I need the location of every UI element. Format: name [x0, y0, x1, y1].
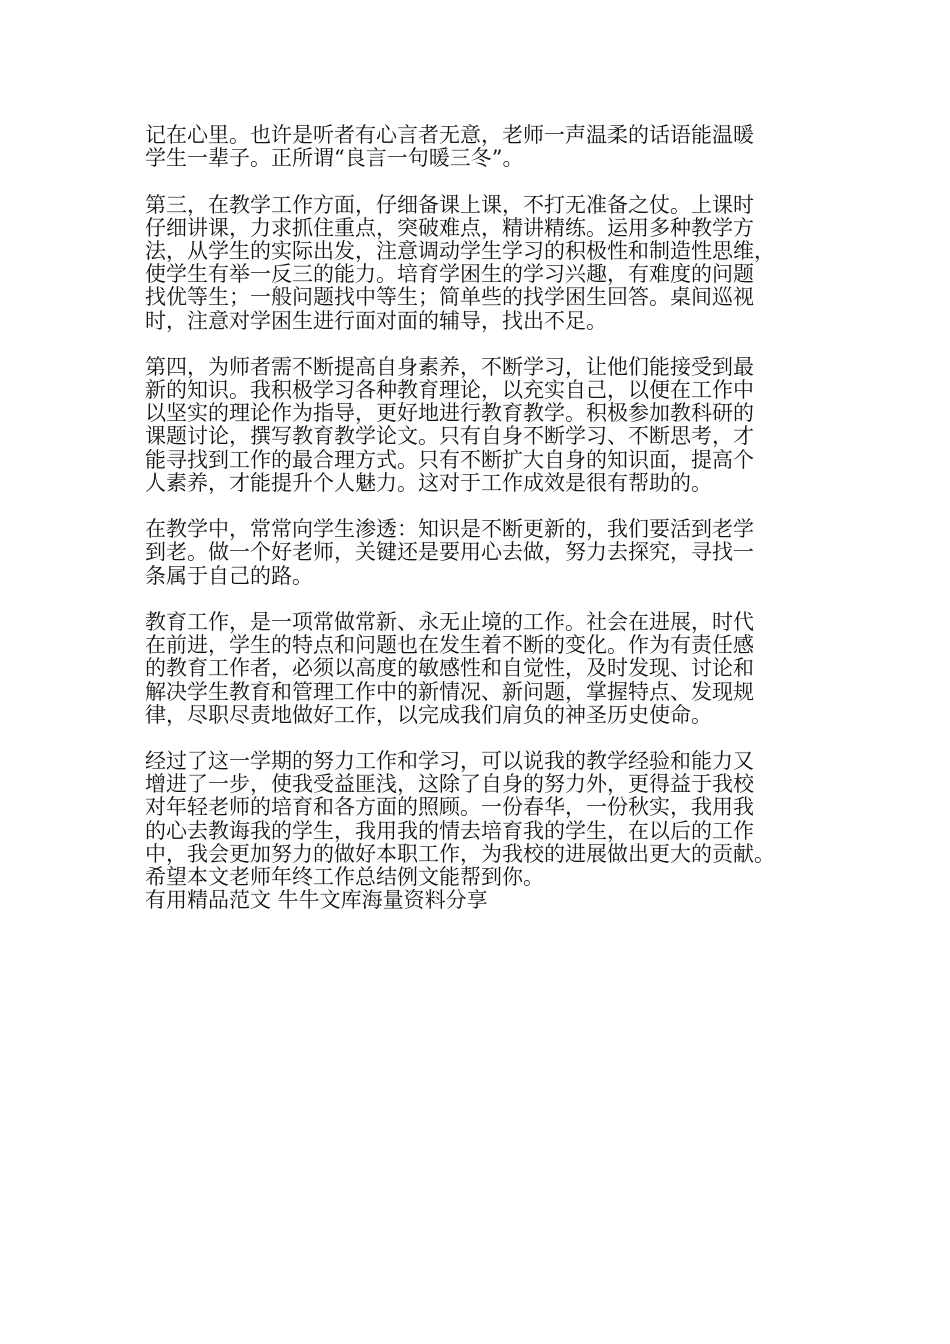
text-line: 找优等生；一般问题找中等生；简单些的找学困生回答。桌间巡视 — [145, 285, 754, 310]
text-line: 以坚实的理论作为指导，更好地进行教育教学。积极参加教科研的 — [145, 401, 754, 426]
paragraph-4 — [145, 518, 815, 588]
paragraph-6 — [145, 750, 815, 912]
text-line: 在前进，学生的特点和问题也在发生着不断的变化。作为有责任感 — [145, 633, 754, 658]
text-line: 第四，为师者需不断提高自身素养，不断学习，让他们能接受到最 — [145, 354, 754, 379]
document-body — [145, 124, 815, 912]
text-line: 时，注意对学困生进行面对面的辅导，找出不足。 — [145, 308, 607, 333]
text-line: 律，尽职尽责地做好工作，以完成我们肩负的神圣历史使命。 — [145, 702, 712, 727]
paragraph-1 — [145, 124, 815, 170]
text-line: 到老。做一个好老师，关键还是要用心去做，努力去探究，寻找一 — [145, 540, 754, 565]
paragraph-3 — [145, 356, 815, 495]
text-line: 课题讨论，撰写教育教学论文。只有自身不断学习、不断思考，才 — [145, 424, 754, 449]
text-line: 教育工作，是一项常做常新、永无止境的工作。社会在进展，时代 — [145, 609, 754, 634]
paragraph-2 — [145, 194, 815, 333]
text-line: 第三，在教学工作方面，仔细备课上课，不打无准备之仗。上课时 — [145, 192, 754, 217]
footer-line: 有用精品范文 牛牛文库海量资料分享 — [145, 888, 488, 913]
text-line: 能寻找到工作的最合理方式。只有不断扩大自身的知识面，提高个 — [145, 447, 754, 472]
text-line: 解决学生教育和管理工作中的新情况、新问题，掌握特点、发现规 — [145, 679, 754, 704]
text-line: 人素养，才能提升个人魅力。这对于工作成效是很有帮助的。 — [145, 470, 712, 495]
paragraph-5 — [145, 611, 815, 727]
text-line: 对年轻老师的培育和各方面的照顾。一份春华，一份秋实，我用我 — [145, 795, 754, 820]
closing-line: 希望本文老师年终工作总结例文能帮到你。 — [145, 865, 544, 889]
text-line: 的心去教诲我的学生，我用我的情去培育我的学生，在以后的工作 — [145, 818, 754, 843]
text-line: 新的知识。我积极学习各种教育理论，以充实自己，以便在工作中 — [145, 378, 754, 403]
text-line: 条属于自己的路。 — [145, 563, 313, 588]
text-line: 经过了这一学期的努力工作和学习，可以说我的教学经验和能力又 — [145, 749, 754, 774]
text-line: 学生一辈子。正所谓“良言一句暖三冬”。 — [145, 146, 524, 171]
text-line: 使学生有举一反三的能力。培育学困生的学习兴趣，有难度的问题 — [145, 262, 754, 287]
text-line: 在教学中，常常向学生渗透：知识是不断更新的，我们要活到老学 — [145, 517, 754, 542]
text-line: 的教育工作者，必须以高度的敏感性和自觉性，及时发现、讨论和 — [145, 656, 754, 681]
text-line: 中，我会更加努力的做好本职工作，为我校的进展做出更大的贡献。 — [145, 841, 775, 866]
text-line: 法，从学生的实际出发，注意调动学生学习的积极性和制造性思维， — [145, 238, 775, 263]
text-line: 记在心里。也许是听者有心言者无意，老师一声温柔的话语能温暖 — [145, 123, 754, 147]
text-line: 增进了一步，使我受益匪浅，这除了自身的努力外，更得益于我校 — [145, 772, 754, 797]
text-line: 仔细讲课，力求抓住重点，突破难点，精讲精练。运用多种教学方 — [145, 215, 754, 240]
